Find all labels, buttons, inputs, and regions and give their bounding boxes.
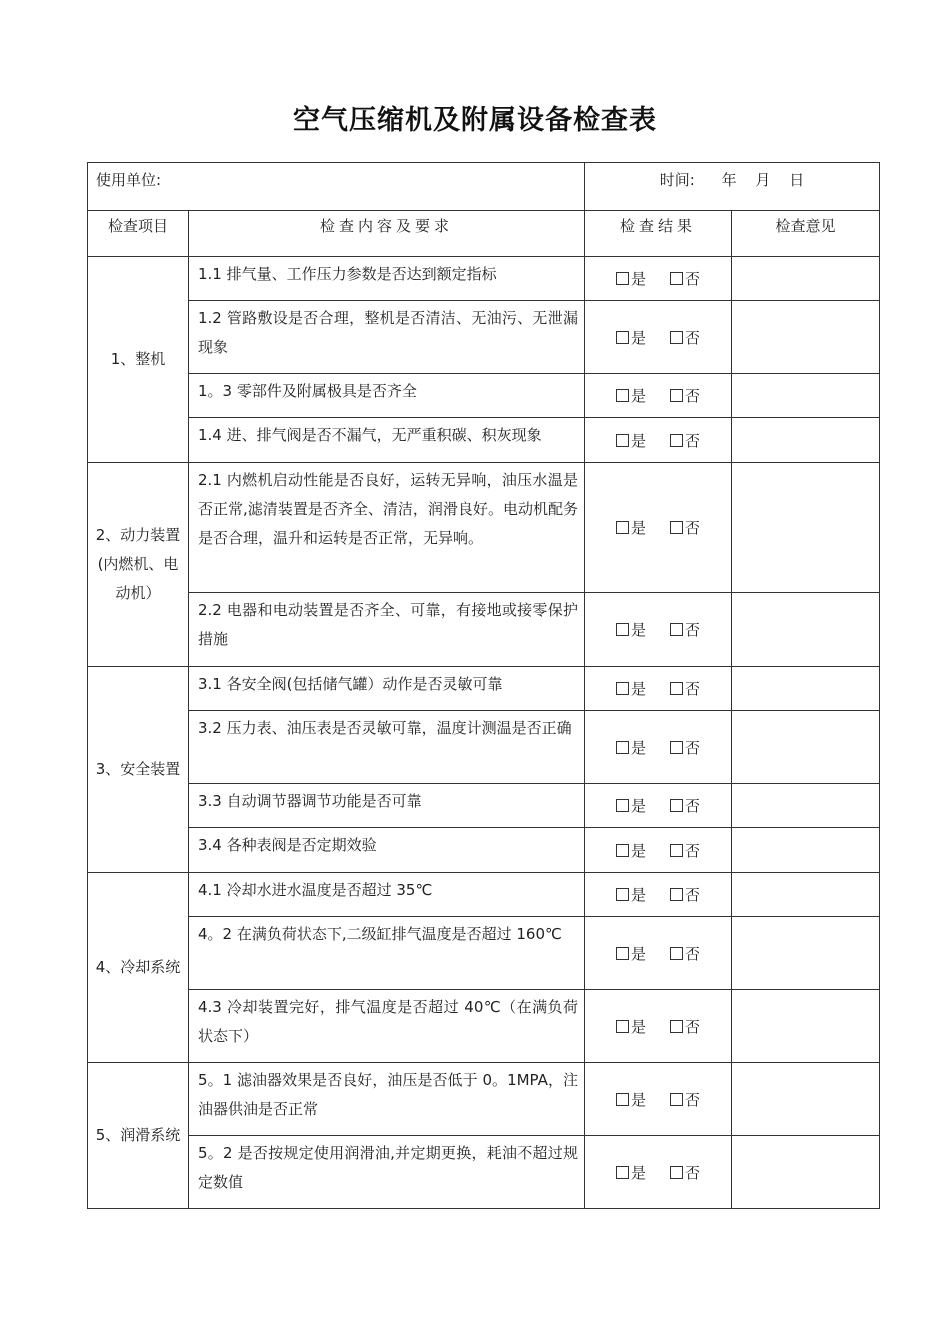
opinion-cell[interactable] xyxy=(732,1063,880,1136)
yes-option[interactable] xyxy=(616,795,646,816)
checkbox-icon[interactable] xyxy=(670,741,683,754)
table-row xyxy=(88,828,880,873)
result-cell xyxy=(585,667,732,711)
opinion-cell[interactable] xyxy=(732,667,880,711)
no-label: 否 xyxy=(685,1017,701,1036)
no-option[interactable] xyxy=(670,1162,700,1183)
time-label: 时间: xyxy=(659,171,695,189)
no-option[interactable] xyxy=(670,795,700,816)
no-label: 否 xyxy=(685,387,701,405)
result-cell xyxy=(585,257,732,301)
result-cell xyxy=(585,873,732,917)
opinion-cell[interactable] xyxy=(732,374,880,418)
no-label: 否 xyxy=(685,1163,701,1182)
opinion-cell[interactable] xyxy=(732,990,880,1063)
check-item-text: 4.3 冷却装置完好，排气温度是否超过 40℃（在满负荷状态下） xyxy=(189,990,585,1063)
no-option[interactable] xyxy=(670,1016,700,1037)
table-row xyxy=(88,463,880,593)
no-option[interactable] xyxy=(670,385,700,406)
yes-option[interactable] xyxy=(616,517,646,538)
checkbox-icon[interactable] xyxy=(670,521,683,534)
unit-label: 使用单位: xyxy=(96,171,162,189)
opinion-cell[interactable] xyxy=(732,784,880,828)
checkbox-icon[interactable] xyxy=(670,888,683,901)
no-option[interactable] xyxy=(670,884,700,905)
no-option[interactable] xyxy=(670,619,700,640)
opinion-cell[interactable] xyxy=(732,828,880,873)
check-item-text: 2.2 电器和电动装置是否齐全、可靠，有接地或接零保护措施 xyxy=(189,593,585,667)
check-item-text: 1.2 管路敷设是否合理，整机是否清洁、无油污、无泄漏现象 xyxy=(189,301,585,374)
yes-label: 是 xyxy=(630,944,646,963)
no-label: 否 xyxy=(685,886,701,904)
check-item-text: 3.2 压力表、油压表是否灵敏可靠，温度计测温是否正确 xyxy=(189,711,585,784)
yes-option[interactable] xyxy=(616,943,646,964)
yes-option[interactable] xyxy=(616,327,646,348)
opinion-cell[interactable] xyxy=(732,593,880,667)
check-item-text: 3.3 自动调节器调节功能是否可靠 xyxy=(189,784,585,828)
table-row xyxy=(88,418,880,463)
section-name: 3、安全装置 xyxy=(88,667,189,873)
no-label: 否 xyxy=(685,270,701,288)
checkbox-icon[interactable] xyxy=(670,272,683,285)
checkbox-icon[interactable] xyxy=(670,623,683,636)
table-row xyxy=(88,711,880,784)
opinion-cell[interactable] xyxy=(732,463,880,593)
checkbox-icon[interactable] xyxy=(670,682,683,695)
no-option[interactable] xyxy=(670,327,700,348)
yes-option[interactable] xyxy=(616,884,646,905)
table-row xyxy=(88,917,880,990)
table-row xyxy=(88,374,880,418)
yes-option[interactable] xyxy=(616,385,646,406)
checkbox-icon[interactable] xyxy=(616,272,629,285)
day-label: 日 xyxy=(789,171,805,189)
column-header-opinion: 检查意见 xyxy=(732,211,880,257)
checkbox-icon[interactable] xyxy=(616,1093,629,1106)
check-item-text: 1.4 进、排气阀是否不漏气，无严重积碳、积灰现象 xyxy=(189,418,585,463)
checkbox-icon[interactable] xyxy=(670,389,683,402)
opinion-cell[interactable] xyxy=(732,711,880,784)
checkbox-icon[interactable] xyxy=(616,331,629,344)
no-option[interactable] xyxy=(670,268,700,289)
yes-label: 是 xyxy=(630,328,646,347)
opinion-cell[interactable] xyxy=(732,873,880,917)
section-name: 5、润滑系统 xyxy=(88,1063,189,1209)
table-row xyxy=(88,301,880,374)
no-label: 否 xyxy=(685,1090,701,1109)
yes-label: 是 xyxy=(630,886,646,904)
yes-label: 是 xyxy=(630,1017,646,1036)
result-cell xyxy=(585,418,732,463)
yes-label: 是 xyxy=(630,680,646,698)
time-cell[interactable] xyxy=(585,163,880,211)
result-cell xyxy=(585,711,732,784)
table-row xyxy=(88,593,880,667)
no-option[interactable] xyxy=(670,678,700,699)
section-name: 1、整机 xyxy=(88,257,189,463)
yes-option[interactable] xyxy=(616,430,646,451)
table-row xyxy=(88,784,880,828)
checkbox-icon[interactable] xyxy=(670,799,683,812)
no-option[interactable] xyxy=(670,1089,700,1110)
opinion-cell[interactable] xyxy=(732,917,880,990)
column-header-item: 检查项目 xyxy=(88,211,189,257)
table-row xyxy=(88,667,880,711)
result-cell xyxy=(585,917,732,990)
result-cell xyxy=(585,828,732,873)
yes-option[interactable] xyxy=(616,678,646,699)
no-option[interactable] xyxy=(670,840,700,861)
yes-label: 是 xyxy=(630,1163,646,1182)
opinion-cell[interactable] xyxy=(732,1136,880,1209)
checkbox-icon[interactable] xyxy=(670,434,683,447)
unit-cell[interactable] xyxy=(88,163,585,211)
checkbox-icon[interactable] xyxy=(616,623,629,636)
table-row xyxy=(88,1063,880,1136)
year-label: 年 xyxy=(721,171,737,189)
result-cell xyxy=(585,301,732,374)
result-cell xyxy=(585,374,732,418)
result-cell xyxy=(585,1136,732,1209)
result-cell xyxy=(585,463,732,593)
checkbox-icon[interactable] xyxy=(616,521,629,534)
inspection-table xyxy=(87,162,880,1209)
section-name: 2、动力装置(内燃机、电动机） xyxy=(88,463,189,667)
check-item-text: 4.1 冷却水进水温度是否超过 35℃ xyxy=(189,873,585,917)
yes-option[interactable] xyxy=(616,1089,646,1110)
check-item-text: 5。2 是否按规定使用润滑油,并定期更换，耗油不超过规定数值 xyxy=(189,1136,585,1209)
check-item-text: 1。3 零部件及附属极具是否齐全 xyxy=(189,374,585,418)
column-header-row xyxy=(88,211,880,257)
opinion-cell[interactable] xyxy=(732,418,880,463)
opinion-cell[interactable] xyxy=(732,301,880,374)
checkbox-icon[interactable] xyxy=(616,844,629,857)
result-cell xyxy=(585,784,732,828)
yes-label: 是 xyxy=(630,738,646,757)
yes-label: 是 xyxy=(630,1090,646,1109)
table-row xyxy=(88,257,880,301)
yes-option[interactable] xyxy=(616,1162,646,1183)
checkbox-icon[interactable] xyxy=(616,1166,629,1179)
yes-label: 是 xyxy=(630,841,646,860)
check-item-text: 3.1 各安全阀(包括储气罐）动作是否灵敏可靠 xyxy=(189,667,585,711)
checkbox-icon[interactable] xyxy=(616,741,629,754)
check-item-text: 5。1 滤油器效果是否良好，油压是否低于 0。1MPA，注油器供油是否正常 xyxy=(189,1063,585,1136)
checkbox-icon[interactable] xyxy=(616,799,629,812)
yes-label: 是 xyxy=(630,431,646,450)
checkbox-icon[interactable] xyxy=(616,682,629,695)
no-label: 否 xyxy=(685,621,701,639)
table-row xyxy=(88,990,880,1063)
yes-option[interactable] xyxy=(616,737,646,758)
check-item-text: 1.1 排气量、工作压力参数是否达到额定指标 xyxy=(189,257,585,301)
table-row xyxy=(88,873,880,917)
checkbox-icon[interactable] xyxy=(616,389,629,402)
no-option[interactable] xyxy=(670,517,700,538)
opinion-cell[interactable] xyxy=(732,257,880,301)
no-option[interactable] xyxy=(670,737,700,758)
table-row xyxy=(88,1136,880,1209)
yes-label: 是 xyxy=(630,519,646,537)
result-cell xyxy=(585,990,732,1063)
checkbox-icon[interactable] xyxy=(670,1093,683,1106)
yes-label: 是 xyxy=(630,270,646,288)
checkbox-icon[interactable] xyxy=(616,947,629,960)
no-label: 否 xyxy=(685,519,701,537)
checkbox-icon[interactable] xyxy=(670,1166,683,1179)
checkbox-icon[interactable] xyxy=(616,1020,629,1033)
no-option[interactable] xyxy=(670,430,700,451)
document-title: 空气压缩机及附属设备检查表 xyxy=(293,105,657,136)
no-label: 否 xyxy=(685,431,701,450)
yes-option[interactable] xyxy=(616,619,646,640)
no-label: 否 xyxy=(685,944,701,963)
result-cell xyxy=(585,593,732,667)
check-item-text: 2.1 内燃机启动性能是否良好，运转无异响，油压水温是否正常,滤清装置是否齐全、清洁，润滑良好。电动机配务是否合理，温升和运转是否正常，无异响。 xyxy=(189,463,585,593)
checkbox-icon[interactable] xyxy=(616,434,629,447)
check-item-text: 3.4 各种表阀是否定期效验 xyxy=(189,828,585,873)
yes-label: 是 xyxy=(630,797,646,815)
yes-option[interactable] xyxy=(616,840,646,861)
check-item-text: 4。2 在满负荷状态下,二级缸排气温度是否超过 160℃ xyxy=(189,917,585,990)
month-label: 月 xyxy=(755,171,771,189)
no-label: 否 xyxy=(685,738,701,757)
column-header-result: 检查结果 xyxy=(585,211,732,257)
checkbox-icon[interactable] xyxy=(616,888,629,901)
column-header-content: 检查内容及要求 xyxy=(189,211,585,257)
checkbox-icon[interactable] xyxy=(670,1020,683,1033)
yes-label: 是 xyxy=(630,387,646,405)
no-label: 否 xyxy=(685,841,701,860)
checkbox-icon[interactable] xyxy=(670,331,683,344)
result-cell xyxy=(585,1063,732,1136)
checkbox-icon[interactable] xyxy=(670,947,683,960)
no-label: 否 xyxy=(685,797,701,815)
info-row xyxy=(88,163,880,211)
no-label: 否 xyxy=(685,328,701,347)
no-label: 否 xyxy=(685,680,701,698)
yes-option[interactable] xyxy=(616,1016,646,1037)
section-name: 4、冷却系统 xyxy=(88,873,189,1063)
yes-option[interactable] xyxy=(616,268,646,289)
yes-label: 是 xyxy=(630,621,646,639)
checkbox-icon[interactable] xyxy=(670,844,683,857)
no-option[interactable] xyxy=(670,943,700,964)
